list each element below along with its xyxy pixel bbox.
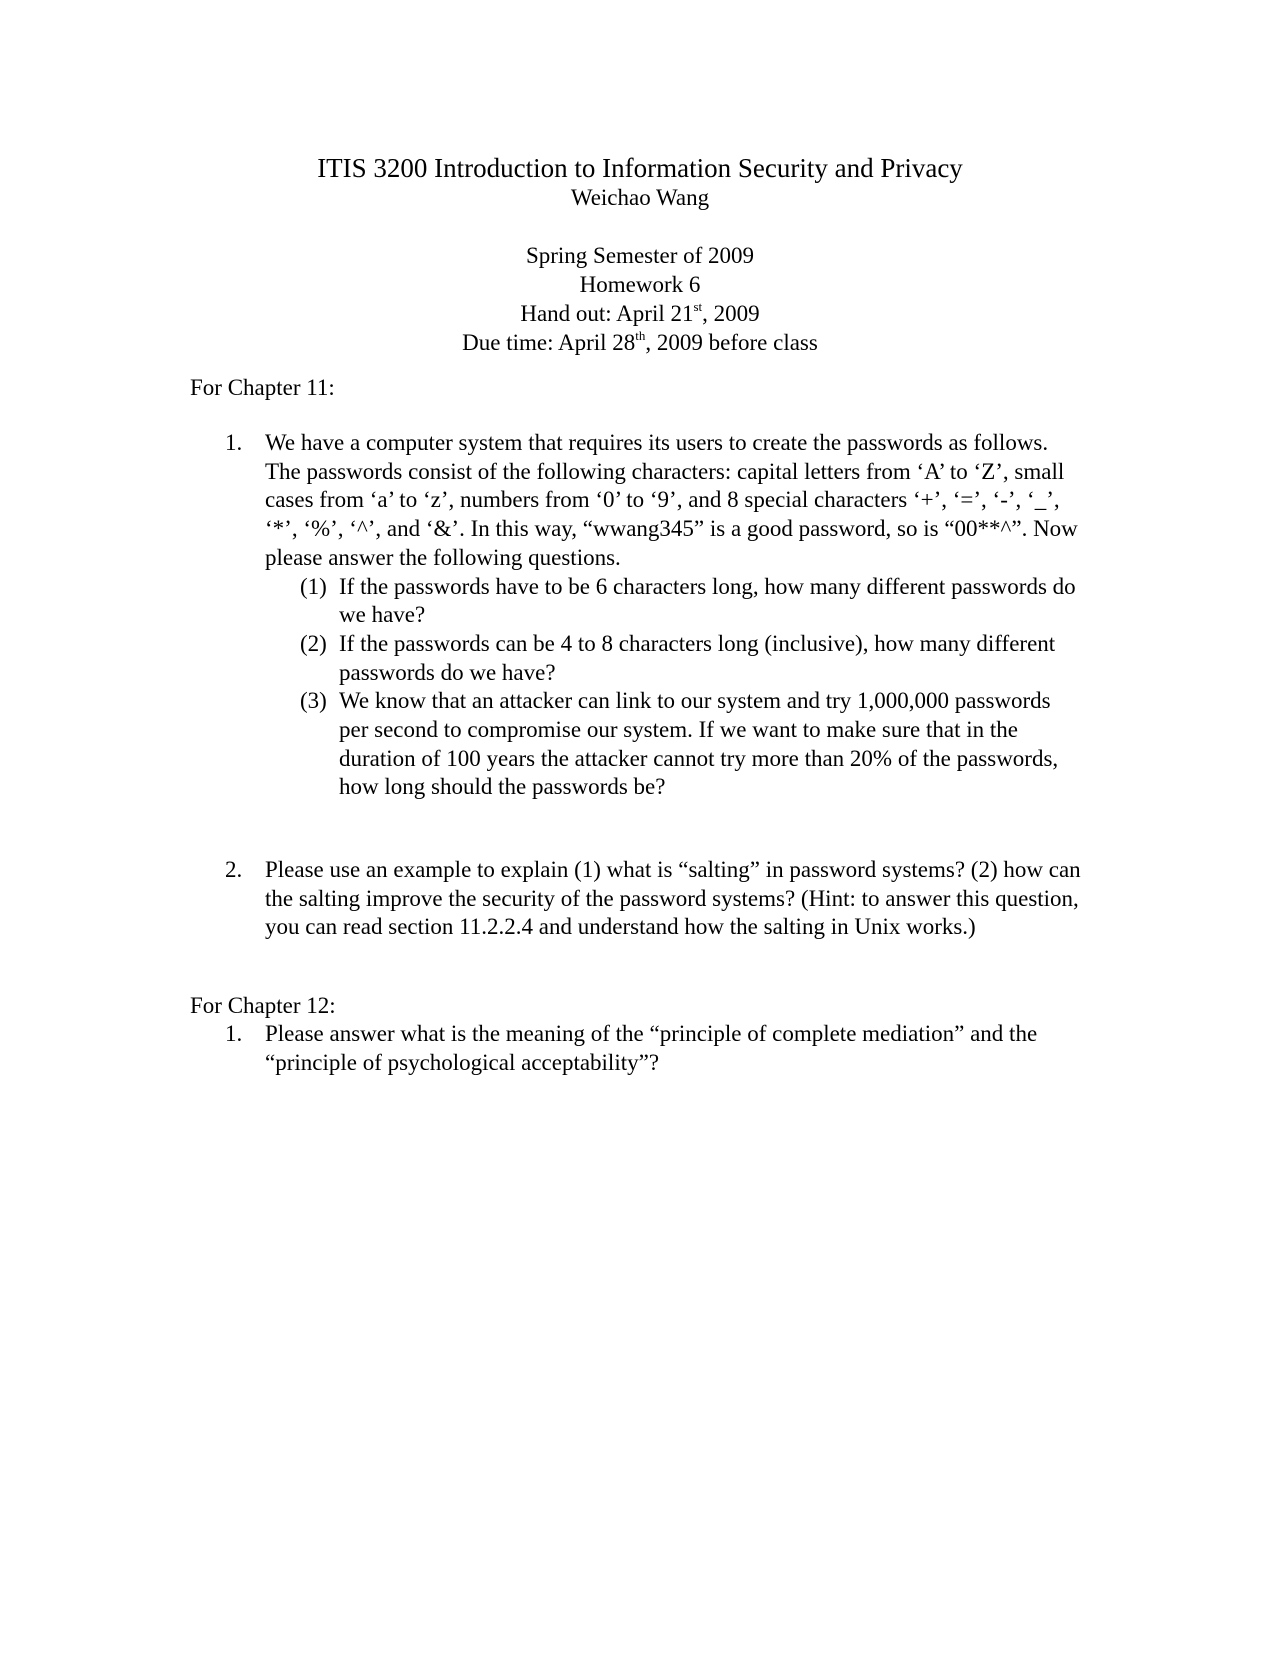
sub-question-number: (1) (300, 573, 327, 599)
sub-question-number: (2) (300, 630, 327, 656)
question-number: 1. (225, 430, 243, 455)
sub-question-1 (300, 573, 1085, 630)
question-number: 2. (225, 857, 243, 882)
sub-question-number: (3) (300, 688, 327, 714)
question-2 (225, 856, 1085, 942)
question-number: 1. (225, 1021, 243, 1046)
due-date: Due time: April 28th, 2009 before class (462, 328, 818, 355)
sub-question-2 (300, 630, 1085, 687)
handout-date: Hand out: April 21st, 2009 (520, 299, 760, 326)
course-title: ITIS 3200 Introduction to Information Security and Privacy (317, 153, 963, 183)
sub-question-text: If the passwords can be 4 to 8 characters long (inclusive), how many different passwords do we have? (339, 630, 1056, 685)
chapter-12-heading: For Chapter 12: (190, 993, 336, 1018)
semester: Spring Semester of 2009 (525, 243, 755, 268)
assignment-meta (0, 241, 1280, 357)
chapter-12-question-1 (225, 1020, 1085, 1077)
sub-question-3 (300, 687, 1085, 802)
sub-question-text: If the passwords have to be 6 characters long, how many different passwords do we have? (339, 573, 1076, 628)
instructor-name: Weichao Wang (570, 185, 710, 210)
question-1 (225, 429, 1085, 802)
assignment-number: Homework 6 (579, 272, 701, 297)
question-text: We have a computer system that requires its users to create the passwords as follows. The passwords consist of the following characters: capital letters from ‘A’ to ‘Z’, small cases from ‘a’ to ‘z’, numbers from ‘0’ to ‘9’, and 8 special characters ‘+’, ‘=’, ‘-’, ‘_’, ‘*’, ‘%’, ‘^’, and ‘&’. In this way, “wwang345” is a good password, so is “00**^”. Now please answer the following questions. (265, 430, 1078, 570)
question-text: Please use an example to explain (1) what is “salting” in password systems? (2) how can the salting improve the security of the password systems? (Hint: to answer this question, you can read section 11.2.2.4 and understand how the salting in Unix works.) (265, 857, 1081, 940)
question-text: Please answer what is the meaning of the “principle of complete mediation” and the “principle of psychological acceptability”? (265, 1021, 1038, 1075)
sub-question-text: We know that an attacker can link to our system and try 1,000,000 passwords per second to compromise our system. If we want to make sure that in the duration of 100 years the attacker cannot try more than 20% of the passwords, how long should the passwords be? (339, 688, 1059, 800)
chapter-11-heading: For Chapter 11: (190, 375, 335, 400)
